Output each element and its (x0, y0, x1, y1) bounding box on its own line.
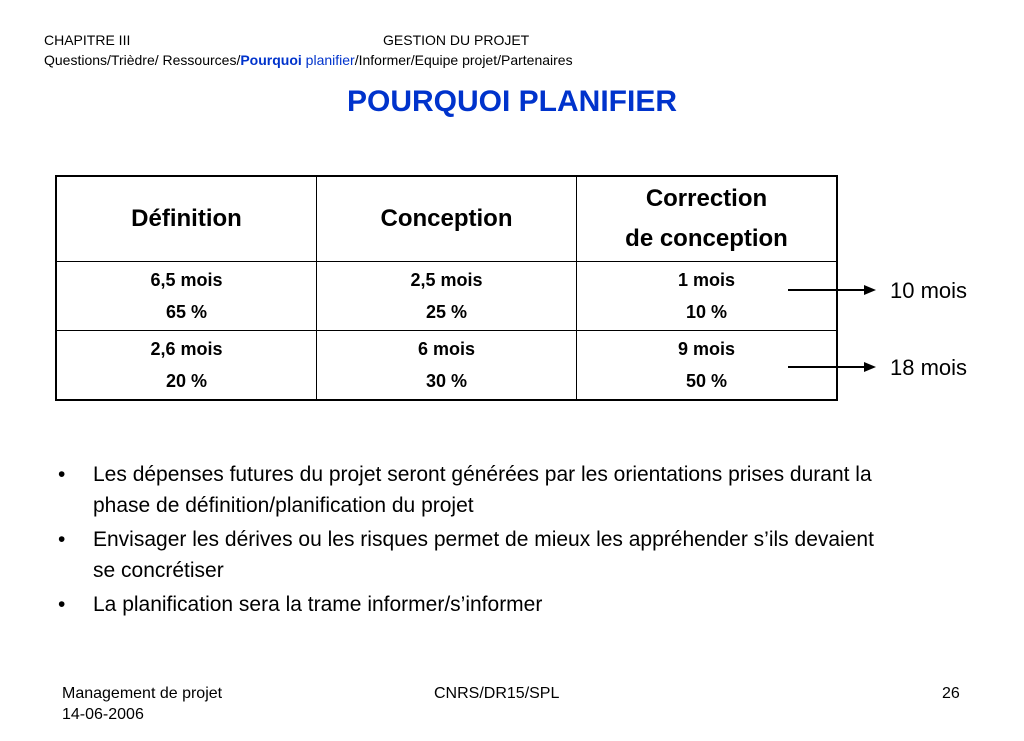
cell-percent: 50 % (685, 371, 728, 391)
bullet-text: Envisager les dérives ou les risques permet de mieux les appréhender s’ils devaient se concrétiser (93, 528, 874, 582)
list-item (58, 524, 888, 586)
header-line: de conception (625, 225, 788, 252)
arrow-right-icon (788, 282, 878, 298)
header-line: Correction (645, 185, 768, 212)
column-header-definition (56, 176, 317, 262)
footer-date: 14-06-2006 (62, 706, 144, 723)
list-item (58, 459, 888, 521)
column-header-conception (317, 176, 577, 262)
footer-left (62, 683, 222, 725)
header-line: Conception (380, 205, 513, 232)
header-line: Définition (131, 205, 242, 232)
table-row (56, 331, 837, 401)
cell-duration: 2,6 mois (150, 339, 223, 359)
table-cell (317, 262, 577, 331)
cell-duration: 9 mois (677, 339, 736, 359)
phase-table (55, 175, 838, 401)
breadcrumb (44, 51, 573, 69)
table-cell (56, 262, 317, 331)
cell-percent: 65 % (165, 302, 208, 322)
row-total: 18 mois (890, 355, 968, 380)
bullet-icon: • (58, 593, 66, 616)
bullet-icon: • (58, 528, 66, 551)
page-title: POURQUOI PLANIFIER (346, 85, 677, 118)
cell-duration: 1 mois (677, 270, 736, 290)
cell-percent: 25 % (425, 302, 468, 322)
footer-org: CNRS/DR15/SPL (434, 685, 560, 702)
table-cell (317, 331, 577, 401)
cell-duration: 6,5 mois (150, 270, 223, 290)
table-row (56, 262, 837, 331)
section-label: GESTION DU PROJET (383, 32, 530, 48)
bullet-icon: • (58, 463, 66, 486)
chapter-label: CHAPITRE III (44, 32, 131, 48)
bullet-text: La planification sera la trame informer/s’informer (93, 593, 543, 616)
cell-percent: 10 % (685, 302, 728, 322)
column-header-correction (577, 176, 838, 262)
cell-percent: 30 % (425, 371, 468, 391)
breadcrumb-after: /Informer/Equipe projet/Partenaires (354, 52, 573, 68)
cell-duration: 2,5 mois (410, 270, 483, 290)
bullet-text: Les dépenses futures du projet seront générées par les orientations prises durant la phase de définition/planification du projet (93, 463, 872, 517)
cell-percent: 20 % (165, 371, 208, 391)
table-cell (56, 331, 317, 401)
breadcrumb-before: Questions/Trièdre/ Ressources/ (44, 52, 241, 68)
footer-course: Management de projet (62, 685, 223, 702)
breadcrumb-current-bold: Pourquoi (240, 52, 302, 68)
list-item (58, 589, 888, 620)
breadcrumb-current-rest: planifier (301, 52, 355, 68)
page-number: 26 (942, 685, 960, 702)
table-header-row (56, 176, 837, 262)
bullet-list (58, 459, 888, 623)
row-total: 10 mois (890, 278, 968, 303)
cell-duration: 6 mois (417, 339, 476, 359)
arrow-right-icon (788, 359, 878, 375)
